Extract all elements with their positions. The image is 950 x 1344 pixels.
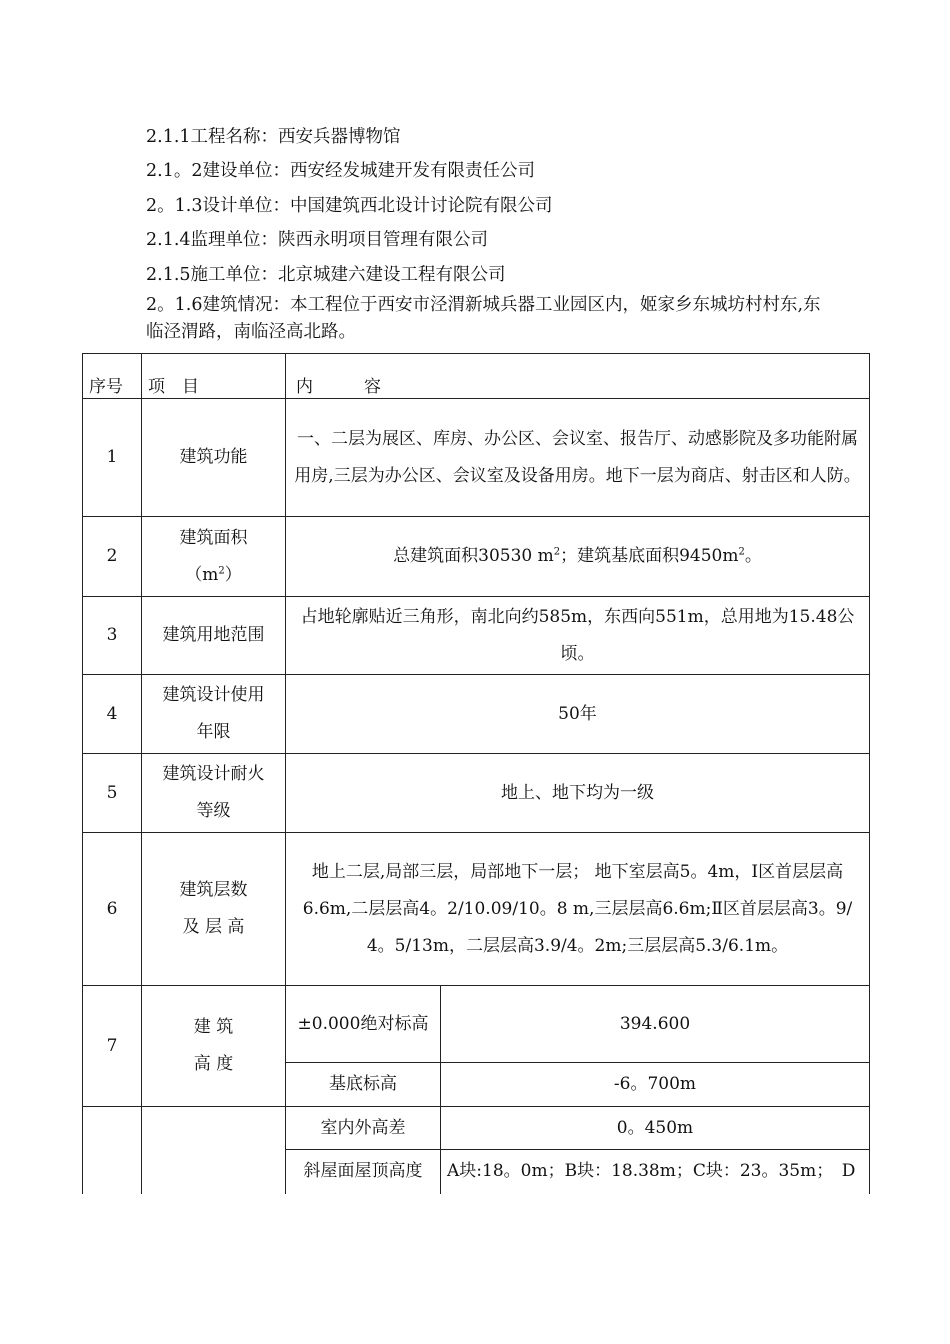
intro-item-3: 2。1.3设计单位：中国建筑西北设计讨论院有限公司 bbox=[146, 196, 553, 216]
row-item-label-2: 高 度 bbox=[193, 1054, 234, 1074]
table-row bbox=[83, 675, 870, 754]
row-item-label: 建筑面积 bbox=[179, 527, 248, 548]
intro-item-6: 2。1.6建筑情况：本工程位于西安市泾渭新城兵器工业园区内，姬家乡东城坊村村东,东临泾渭路，南临泾高北路。 bbox=[146, 295, 821, 342]
intro-item-5: 2.1.5施工单位：北京城建六建设工程有限公司 bbox=[146, 265, 506, 285]
row-item: 建筑设计耐火等级 bbox=[142, 754, 286, 833]
row-item bbox=[142, 517, 286, 597]
header-item: 项 目 bbox=[142, 354, 286, 399]
row-number: 5 bbox=[83, 754, 142, 833]
intro-item-4: 2.1.4监理单位：陕西永明项目管理有限公司 bbox=[146, 230, 489, 250]
table-header-row bbox=[83, 354, 870, 399]
row-content: 一、二层为展区、库房、办公区、会议室、报告厅、动感影院及多功能附属用房,三层为办公区、会议室及设备用房。地下一层为商店、射击区和人防。 bbox=[286, 399, 870, 517]
table-row bbox=[83, 833, 870, 986]
sub-value: 394.600 bbox=[441, 986, 870, 1063]
sub-label: 基底标高 bbox=[286, 1063, 441, 1107]
sub-value: A块:18。0m；B块：18.38m；C块：23。35m； D bbox=[441, 1150, 870, 1194]
header-content: 内 容 bbox=[286, 354, 870, 399]
table-row bbox=[83, 597, 870, 675]
row-item: 建筑用地范围 bbox=[142, 597, 286, 675]
row-number: 1 bbox=[83, 399, 142, 517]
sub-value: 0。450m bbox=[441, 1107, 870, 1150]
row-item-label-2: 及 层 高 bbox=[182, 917, 245, 937]
row-number bbox=[83, 1107, 142, 1194]
table-row bbox=[83, 1107, 870, 1150]
row-content: 占地轮廓贴近三角形，南北向约585m，东西向551m，总用地为15.48公顷。 bbox=[286, 597, 870, 675]
row-item-label: 建 筑 bbox=[193, 1017, 234, 1037]
row-number: 2 bbox=[83, 517, 142, 597]
table-row bbox=[83, 754, 870, 833]
row-content: 总建筑面积30530 $m^2$；建筑基底面积$9450m^2$。 bbox=[286, 517, 870, 597]
row-content: 地上、地下均为一级 bbox=[286, 754, 870, 833]
row-item bbox=[142, 1107, 286, 1194]
row-item-label: 建筑层数 bbox=[179, 880, 248, 900]
sub-label: ±0.000绝对标高 bbox=[286, 986, 441, 1063]
sub-label: 室内外高差 bbox=[286, 1107, 441, 1150]
row-number: 4 bbox=[83, 675, 142, 754]
row-item bbox=[142, 986, 286, 1107]
row-number: 7 bbox=[83, 986, 142, 1107]
table-row bbox=[83, 517, 870, 597]
row-content: 50年 bbox=[286, 675, 870, 754]
row-number: 3 bbox=[83, 597, 142, 675]
row-item: 建筑功能 bbox=[142, 399, 286, 517]
row-item bbox=[142, 833, 286, 986]
intro-item-1: 2.1.1工程名称：西安兵器博物馆 bbox=[146, 127, 401, 147]
header-no: 序号 bbox=[83, 354, 142, 399]
row-content: 地上二层,局部三层，局部地下一层； 地下室层高5。4m，Ⅰ区首层层高6.6m,二层层高4。2/10.09/10。8 m,三层层高6.6m;Ⅱ区首层层高3。9/ 4。5/13m，二层层高3.9/4。2m;三层层高5.3/6.1m。 bbox=[286, 833, 870, 986]
sub-label: 斜屋面屋顶高度 bbox=[286, 1150, 441, 1194]
row-item-unit: $(m^2)$ bbox=[185, 564, 242, 585]
project-overview-table bbox=[82, 353, 870, 1194]
row-item: 建筑设计使用年限 bbox=[142, 675, 286, 754]
row-number: 6 bbox=[83, 833, 142, 986]
sub-value: -6。700m bbox=[441, 1063, 870, 1107]
table-row bbox=[83, 986, 870, 1063]
intro-item-2: 2.1。2建设单位：西安经发城建开发有限责任公司 bbox=[146, 161, 535, 181]
table-row bbox=[83, 399, 870, 517]
